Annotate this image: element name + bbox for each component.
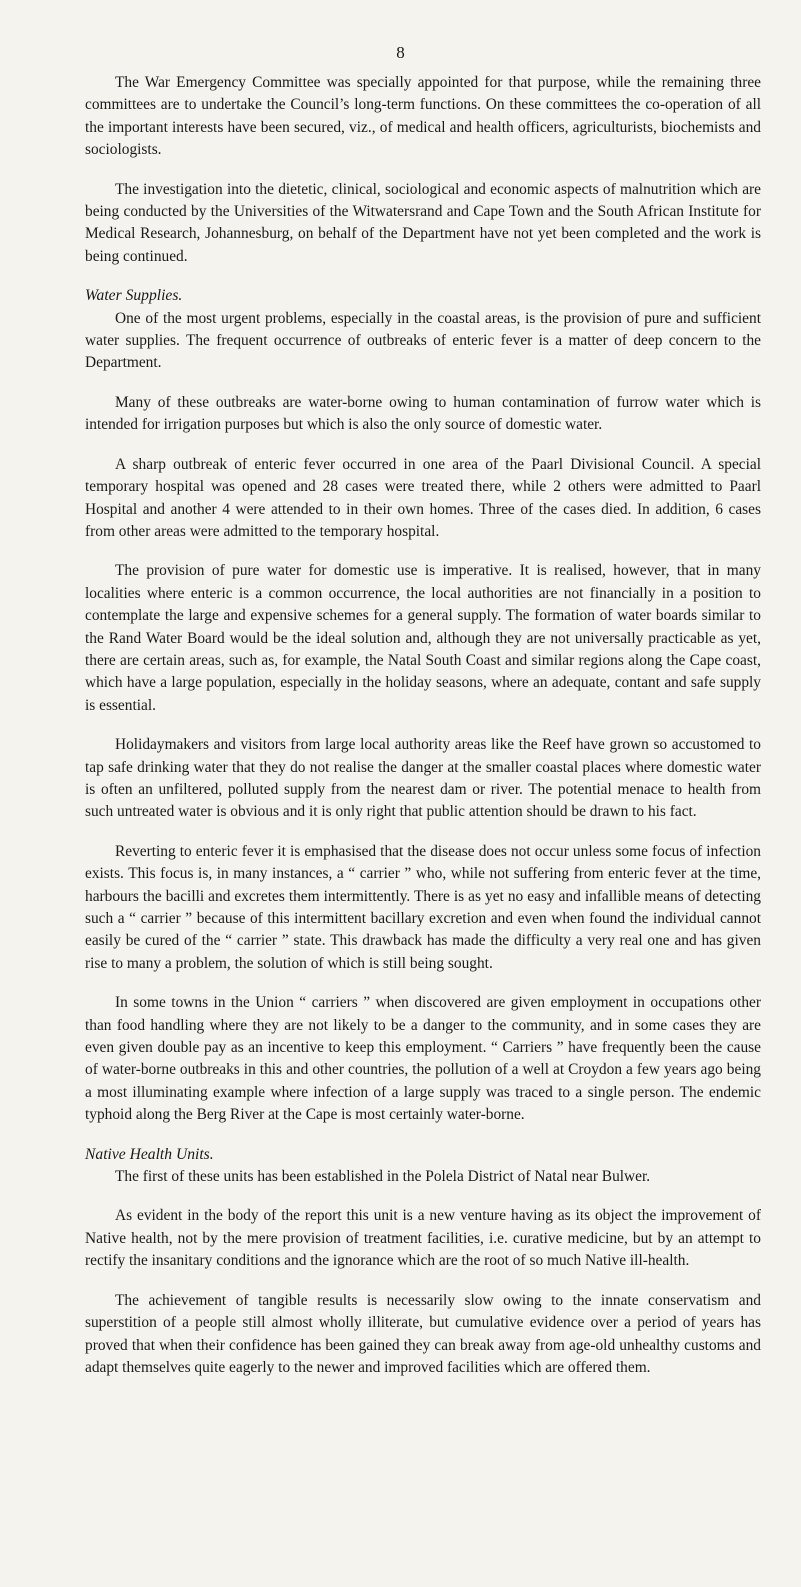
section-heading-native-health-units: Native Health Units. <box>85 1145 214 1163</box>
paragraph: The provision of pure water for domestic use is imperative. It is realised, however, that in many localities where enteric is a common occurrence, the local authorities are not financially in a position to contemplate the large and expensive schemes for a general supply. The formation of water boards similar to the Rand Water Board would be the ideal solution and, although they are not universally practicable as yet, there are certain areas, such as, for example, the Natal South Coast and similar regions along the Cape coast, which have a large population, especially in the holiday seasons, where an adequate, contant and safe supply is essential. <box>85 562 761 714</box>
paragraph: As evident in the body of the report this unit is a new venture having as its object the improvement of Native health, not by the mere provision of treatment facilities, i.e. curative medicine, but by an attempt to rectify the insanitary conditions and the ignorance which are the root of so much Native ill-health. <box>85 1207 761 1270</box>
paragraph: In some towns in the Union “ carriers ” when discovered are given employment in occupations other than food handling where they are not likely to be a danger to the community, and in some cases they are even given double pay as an incentive to keep this employment. “ Carriers ” have frequently been the cause of water-borne outbreaks in this and other countries, the pollution of a well at Croydon a few years ago being a most illuminating example where infection of a large supply was traced to a single person. The endemic typhoid along the Berg River at the Cape is most certainly water-borne. <box>85 994 761 1124</box>
paragraph: Reverting to enteric fever it is emphasised that the disease does not occur unless some focus of infection exists. This focus is, in many instances, a “ carrier ” who, while not suffering from enteric fever at the time, harbours the bacilli and excretes them intermittently. There is as yet no easy and infallible means of detecting such a “ carrier ” because of this intermittent bacillary excretion and even when found the individual cannot easily be cured of the “ carrier ” state. This drawback has made the difficulty a very real one and has given rise to many a problem, the solution of which is still being sought. <box>85 842 761 972</box>
paragraph: The achievement of tangible results is necessarily slow owing to the innate conservatism and superstition of a people still almost wholly illiterate, but cumulative evidence over a period of years has proved that when their confidence has been gained they can break away from age-old unhealthy customs and adapt themselves quite eagerly to the newer and improved facilities which are offered them. <box>85 1291 761 1376</box>
paragraph: A sharp outbreak of enteric fever occurred in one area of the Paarl Divisional Council. A special temporary hospital was opened and 28 cases were treated there, while 2 others were admitted to Paarl Hospital and another 4 were attended to in their own homes. Three of the cases died. In addition, 6 cases from other areas were admitted to the temporary hospital. <box>85 455 761 540</box>
page-number: 8 <box>396 43 405 62</box>
paragraph: The first of these units has been established in the Polela District of Natal near Bulwer. <box>115 1168 651 1186</box>
paragraph: Holidaymakers and visitors from large local authority areas like the Reef have grown so accustomed to tap safe drinking water that they do not realise the danger at the smaller coastal places where domestic water is often an unfiltered, polluted supply from the nearest dam or river. The potential menace to health from such untreated water is obvious and it is only right that public attention should be drawn to his fact. <box>85 736 761 821</box>
paragraph: Many of these outbreaks are water-borne owing to human contamination of furrow water which is intended for irrigation purposes but which is also the only source of domestic water. <box>85 393 761 434</box>
paragraph: One of the most urgent problems, especially in the coastal areas, is the provision of pure and sufficient water supplies. The frequent occurrence of outbreaks of enteric fever is a matter of deep concern to the Department. <box>85 309 761 372</box>
paragraph: The investigation into the dietetic, clinical, sociological and economic aspects of malnutrition which are being conducted by the Universities of the Witwatersrand and Cape Town and the South African Institute for Medical Research, Johannesburg, on behalf of the Department have not yet been completed and the work is being continued. <box>85 180 761 265</box>
document-body <box>85 72 761 1379</box>
paragraph: The War Emergency Committee was specially appointed for that purpose, while the remaining three committees are to undertake the Council’s long-term functions. On these committees the co-operation of all the important interests have been secured, viz., of medical and health officers, agriculturists, biochemists and sociologists. <box>85 74 761 159</box>
section-heading-water-supplies: Water Supplies. <box>85 287 183 305</box>
